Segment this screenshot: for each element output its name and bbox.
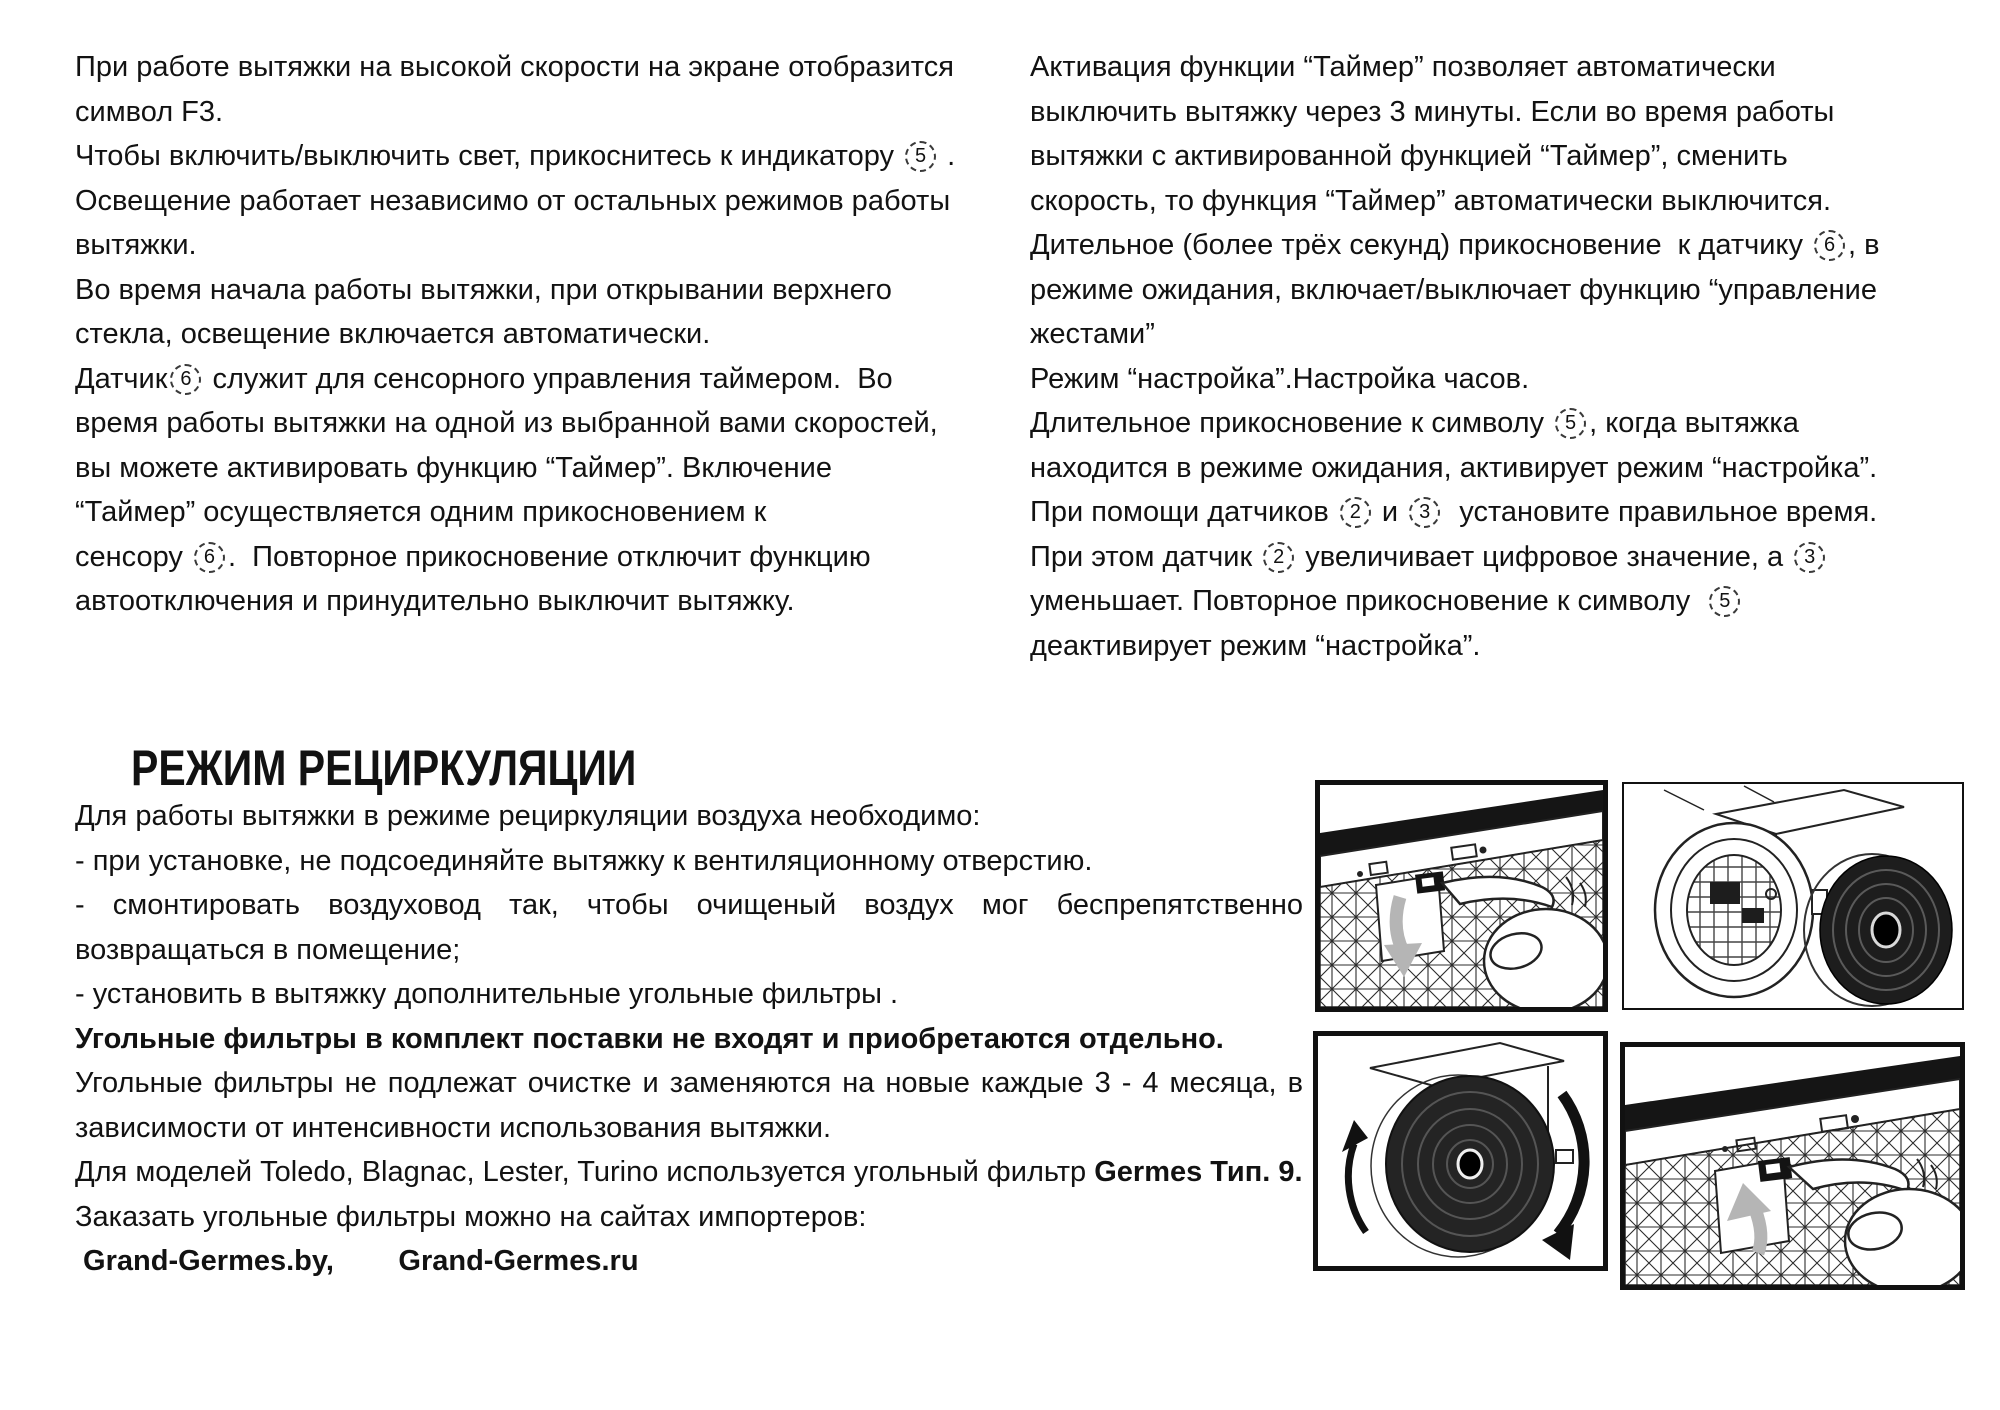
- text-line: [75, 1239, 1303, 1284]
- text-line: [75, 972, 1303, 1017]
- text-span: вытяжки.: [75, 229, 197, 261]
- text-span: При этом датчик: [1030, 540, 1261, 573]
- text-line: [75, 223, 975, 268]
- text-span: скорость, то функция “Таймер” автоматически выключится.: [1030, 184, 1832, 217]
- text-span: Чтобы включить/выключить свет, прикоснитесь к индикатору: [75, 140, 903, 172]
- text-span: При помощи датчиков: [1030, 496, 1337, 528]
- figure-carbon-filter-rotation: [1313, 1031, 1608, 1271]
- figure-motor-carbon-filter: [1622, 782, 1964, 1010]
- text-span: находится в режиме ожидания, активирует режим “настройка”.: [1030, 451, 1878, 484]
- circled-number-5: 5: [1555, 408, 1586, 439]
- text-line: [1030, 490, 1930, 535]
- text-span: Длительное прикосновение к символу: [1030, 407, 1553, 439]
- text-line: [75, 839, 1303, 884]
- text-span: Освещение работает независимо от остальных режимов работы: [75, 184, 951, 217]
- text-line: [1030, 357, 1930, 402]
- text-span: символ F3.: [75, 95, 224, 128]
- text-line: [75, 1150, 1303, 1195]
- text-span: выключить вытяжку через 3 минуты. Если во время работы: [1030, 95, 1835, 128]
- text-line: [75, 1195, 1303, 1240]
- text-span: возвращаться в помещение;: [75, 933, 461, 966]
- text-line: [1030, 446, 1930, 491]
- section-heading: [75, 678, 747, 796]
- text-span: Во время начала работы вытяжки, при открывании верхнего: [75, 273, 892, 306]
- text-span: [334, 1245, 398, 1277]
- text-span: Датчик: [75, 362, 168, 395]
- circled-number-6: 6: [1814, 230, 1845, 261]
- text-span: Заказать угольные фильтры можно на сайтах импортеров:: [75, 1200, 867, 1233]
- text-span: - смонтировать воздуховод так, чтобы очищеный воздух мог беспрепятственно: [75, 889, 1303, 921]
- carbon-filter-rotation-drawing: [1318, 1036, 1603, 1266]
- text-span: Угольные фильтры не подлежат очистке и заменяются на новые каждые 3 - 4 месяца, в: [75, 1067, 1303, 1099]
- text-line: [1030, 312, 1930, 357]
- circled-number-6: 6: [194, 542, 225, 573]
- text-span: жестами”: [1030, 318, 1155, 350]
- text-line: [1030, 223, 1930, 268]
- circled-number-5: 5: [1709, 586, 1740, 617]
- text-line: [75, 883, 1303, 928]
- text-line: [75, 1017, 1303, 1062]
- circled-number-3: 3: [1409, 497, 1440, 528]
- text-span: Дительное (более трёх секунд) прикосновение к датчику: [1030, 229, 1812, 261]
- motor-carbon-filter-drawing: [1624, 784, 1962, 1008]
- text-line: [75, 446, 975, 491]
- text-span: - установить в вытяжку дополнительные угольные фильтры .: [75, 978, 899, 1010]
- text-span: автоотключения и принудительно выключит вытяжку.: [75, 585, 795, 617]
- text-span: увеличивает цифровое значение, а: [1297, 540, 1792, 573]
- text-span: зависимости от интенсивности использования вытяжки.: [75, 1111, 832, 1144]
- text-line: [75, 579, 975, 624]
- text-line: [75, 794, 1303, 839]
- text-span: деактивирует режим “настройка”.: [1030, 629, 1481, 662]
- text-line: [1030, 134, 1930, 179]
- circled-number-2: 2: [1340, 497, 1371, 528]
- bold-text: Germes Тип. 9.: [1094, 1156, 1303, 1188]
- text-line: [75, 401, 975, 446]
- figure-grease-filter-reinstall: [1620, 1042, 1965, 1290]
- text-line: [75, 312, 975, 357]
- text-line: [75, 928, 1303, 973]
- text-line: [75, 357, 975, 402]
- text-line: [75, 1106, 1303, 1151]
- text-span: режиме ожидания, включает/выключает функцию “управление: [1030, 273, 1877, 306]
- text-line: [1030, 268, 1930, 313]
- figure-grease-filter-release: [1315, 780, 1608, 1012]
- text-span: , когда вытяжка: [1589, 407, 1799, 439]
- section-heading-text: РЕЖИМ РЕЦИРКУЛЯЦИИ: [130, 740, 636, 796]
- text-line: [75, 90, 975, 135]
- text-line: [1030, 45, 1930, 90]
- text-span: установите правильное время.: [1443, 496, 1878, 528]
- text-span: стекла, освещение включается автоматически.: [75, 318, 711, 350]
- text-line: [1030, 535, 1930, 580]
- text-line: [75, 179, 975, 224]
- text-line: [75, 490, 975, 535]
- text-span: сенсору: [75, 540, 191, 573]
- text-span: Для моделей Toledo, Blagnac, Lester, Turino используется угольный фильтр: [75, 1156, 1095, 1188]
- bold-text: Угольные фильтры в комплект поставки не входят и приобретаются отдельно.: [75, 1022, 1224, 1055]
- text-line: [1030, 579, 1930, 624]
- text-line: [1030, 179, 1930, 224]
- text-line: [1030, 90, 1930, 135]
- circled-number-2: 2: [1263, 542, 1294, 573]
- bold-text: Grand-Germes.ru: [398, 1245, 639, 1277]
- text-line: [75, 535, 975, 580]
- grease-filter-release-drawing: [1320, 785, 1603, 1007]
- text-span: служит для сенсорного управления таймером. Во: [204, 362, 893, 395]
- grease-filter-reinstall-drawing: [1625, 1047, 1960, 1285]
- text-span: Режим “настройка”.Настройка часов.: [1030, 362, 1530, 395]
- text-line: [75, 1061, 1303, 1106]
- text-span: - при установке, не подсоединяйте вытяжку к вентиляционному отверстию.: [75, 844, 1093, 877]
- right-text-column: [1030, 45, 1930, 668]
- text-line: [75, 45, 975, 90]
- text-line: [1030, 624, 1930, 669]
- text-span: вытяжки с активированной функцией “Таймер”, сменить: [1030, 140, 1788, 172]
- text-span: , в: [1848, 229, 1880, 261]
- text-line: [75, 268, 975, 313]
- circled-number-3: 3: [1794, 542, 1825, 573]
- text-line: [75, 134, 975, 179]
- text-span: время работы вытяжки на одной из выбранной вами скоростей,: [75, 407, 938, 439]
- bold-text: Grand-Germes.by,: [75, 1245, 334, 1277]
- text-line: [1030, 401, 1930, 446]
- text-span: При работе вытяжки на высокой скорости на экране отобразится: [75, 51, 954, 83]
- recirculation-body-text: [75, 794, 1303, 1284]
- text-span: вы можете активировать функцию “Таймер”. Включение: [75, 451, 832, 484]
- text-span: .: [939, 140, 956, 172]
- text-span: уменьшает. Повторное прикосновение к символу: [1030, 585, 1707, 617]
- text-span: Для работы вытяжки в режиме рециркуляции воздуха необходимо:: [75, 800, 981, 832]
- text-span: Активация функции “Таймер” позволяет автоматически: [1030, 51, 1776, 83]
- left-text-column: [75, 45, 975, 624]
- text-span: . Повторное прикосновение отключит функцию: [227, 540, 871, 573]
- text-span: и: [1373, 496, 1407, 528]
- text-span: “Таймер” осуществляется одним прикосновением к: [75, 496, 767, 528]
- circled-number-6: 6: [170, 364, 201, 395]
- circled-number-5: 5: [905, 141, 936, 172]
